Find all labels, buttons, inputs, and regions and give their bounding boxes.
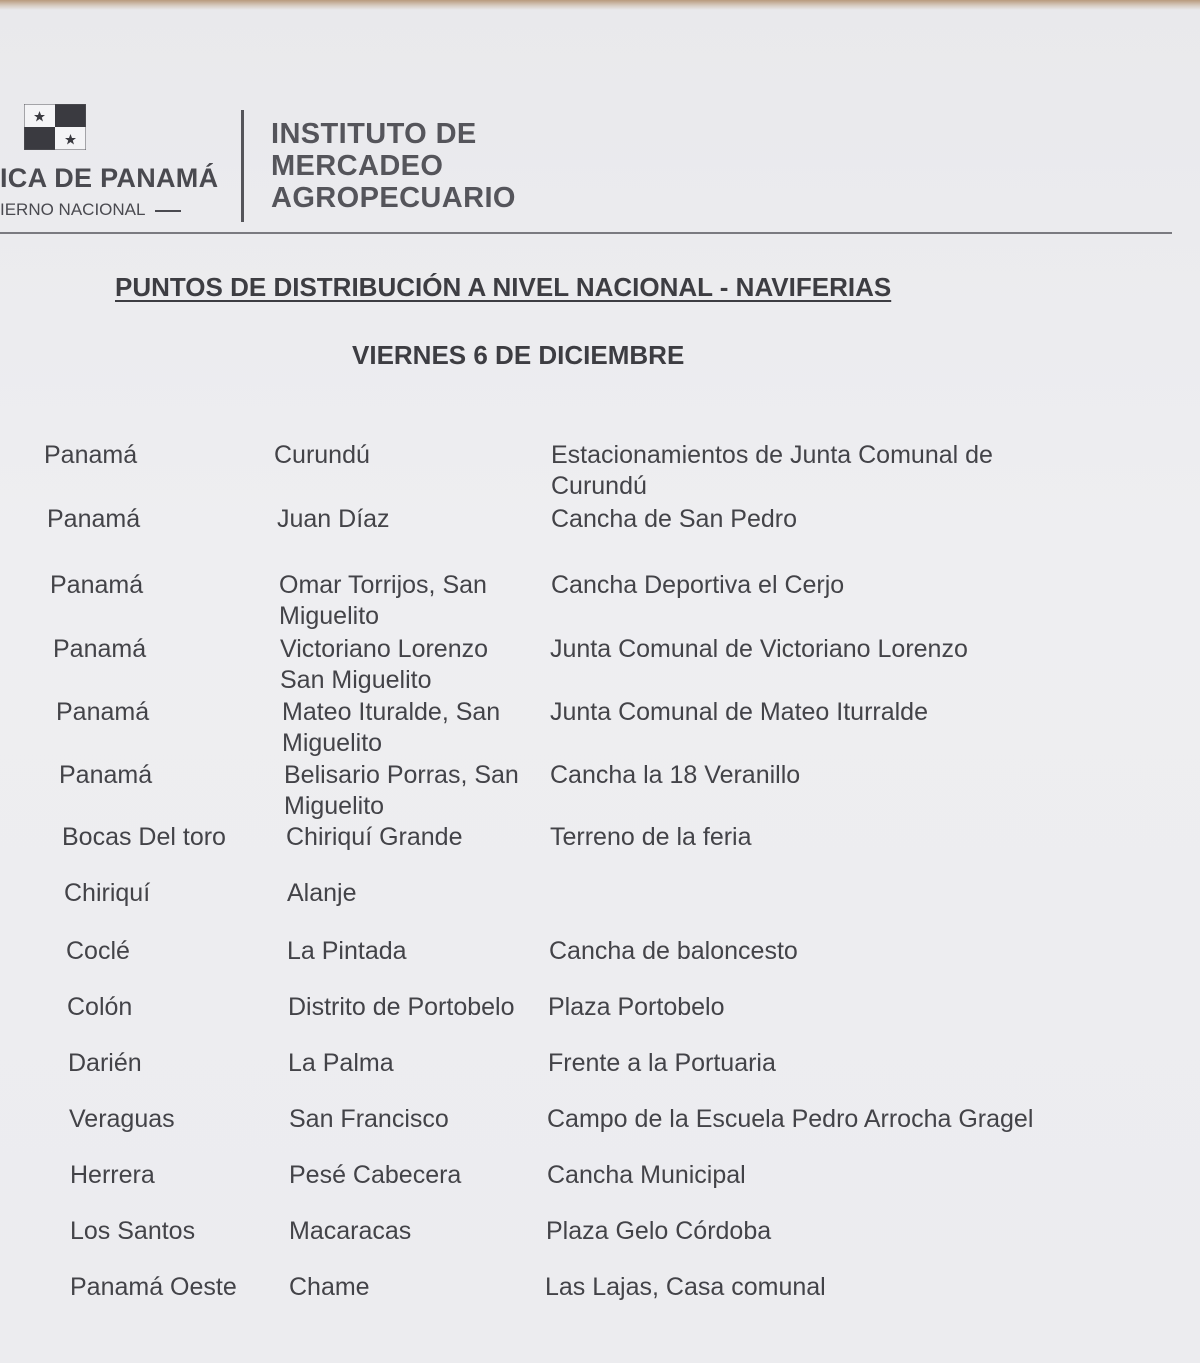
district-cell: Chame [289,1273,370,1301]
province-cell: Panamá [50,571,144,599]
province-cell: Herrera [70,1161,155,1189]
district-cell: Distrito de Portobelo [288,993,515,1021]
government-subtitle [0,200,181,220]
document-title: PUNTOS DE DISTRIBUCIÓN A NIVEL NACIONAL - NAVIFERIAS [115,272,892,302]
province-cell: Panamá [59,761,153,789]
province-cell: Darién [68,1049,142,1077]
place-cell: Cancha de San Pedro [551,505,798,533]
province-cell: Panamá [56,698,150,726]
district-cell: Juan Díaz [277,505,390,533]
place-cell: Plaza Gelo Córdoba [546,1217,772,1245]
place-cell: Cancha Deportiva el Cerjo [551,571,845,599]
panama-flag-logo [24,104,86,150]
place-cell: Plaza Portobelo [548,993,725,1021]
province-cell: Panamá [53,635,147,663]
document-date: VIERNES 6 DE DICIEMBRE [352,340,685,370]
place-cell: Campo de la Escuela Pedro Arrocha Gragel [547,1105,1034,1133]
page-top-edge [0,0,1200,10]
place-cell: Cancha la 18 Veranillo [550,761,801,789]
district-cell: Curundú [274,441,370,469]
place-cell: Frente a la Portuaria [548,1049,776,1077]
province-cell: Coclé [66,937,130,965]
header-divider [241,110,244,222]
place-cell: Cancha de baloncesto [549,937,798,965]
province-cell: Panamá Oeste [70,1273,237,1301]
district-cell: La Pintada [287,937,407,965]
district-cell: Alanje [287,879,357,907]
header-rule [0,232,1172,234]
province-cell: Bocas Del toro [62,823,226,851]
place-cell: Cancha Municipal [547,1161,746,1189]
place-cell: Junta Comunal de Mateo Iturralde [550,698,928,726]
province-cell: Los Santos [70,1217,196,1245]
institute-line-2: MERCADEO [271,150,444,182]
province-cell: Colón [67,993,133,1021]
province-cell: Panamá [47,505,141,533]
district-cell: Belisario Porras, San Miguelito [284,761,519,820]
place-cell: Terreno de la feria [550,823,752,851]
district-cell: Victoriano Lorenzo San Miguelito [280,635,489,694]
district-cell: Chiriquí Grande [286,823,463,851]
province-cell: Panamá [44,441,138,469]
government-name: ICA DE PANAMÁ [0,163,219,193]
government-subtitle-text: IERNO NACIONAL [0,200,146,219]
institute-name [271,118,516,214]
subtitle-dash [155,210,181,212]
district-cell: Pesé Cabecera [289,1161,462,1189]
institute-line-3: AGROPECUARIO [271,182,516,214]
place-cell: Las Lajas, Casa comunal [545,1273,826,1301]
province-cell: Veraguas [69,1105,175,1133]
district-cell: Omar Torrijos, San Miguelito [279,571,487,630]
district-cell: Macaracas [289,1217,412,1245]
place-cell: Estacionamientos de Junta Comunal de Curundú [551,441,993,500]
district-cell: La Palma [288,1049,394,1077]
institute-line-1: INSTITUTO DE [271,118,477,150]
district-cell: San Francisco [289,1105,449,1133]
place-cell: Junta Comunal de Victoriano Lorenzo [550,635,968,663]
district-cell: Mateo Ituralde, San Miguelito [282,698,501,757]
province-cell: Chiriquí [64,879,151,907]
